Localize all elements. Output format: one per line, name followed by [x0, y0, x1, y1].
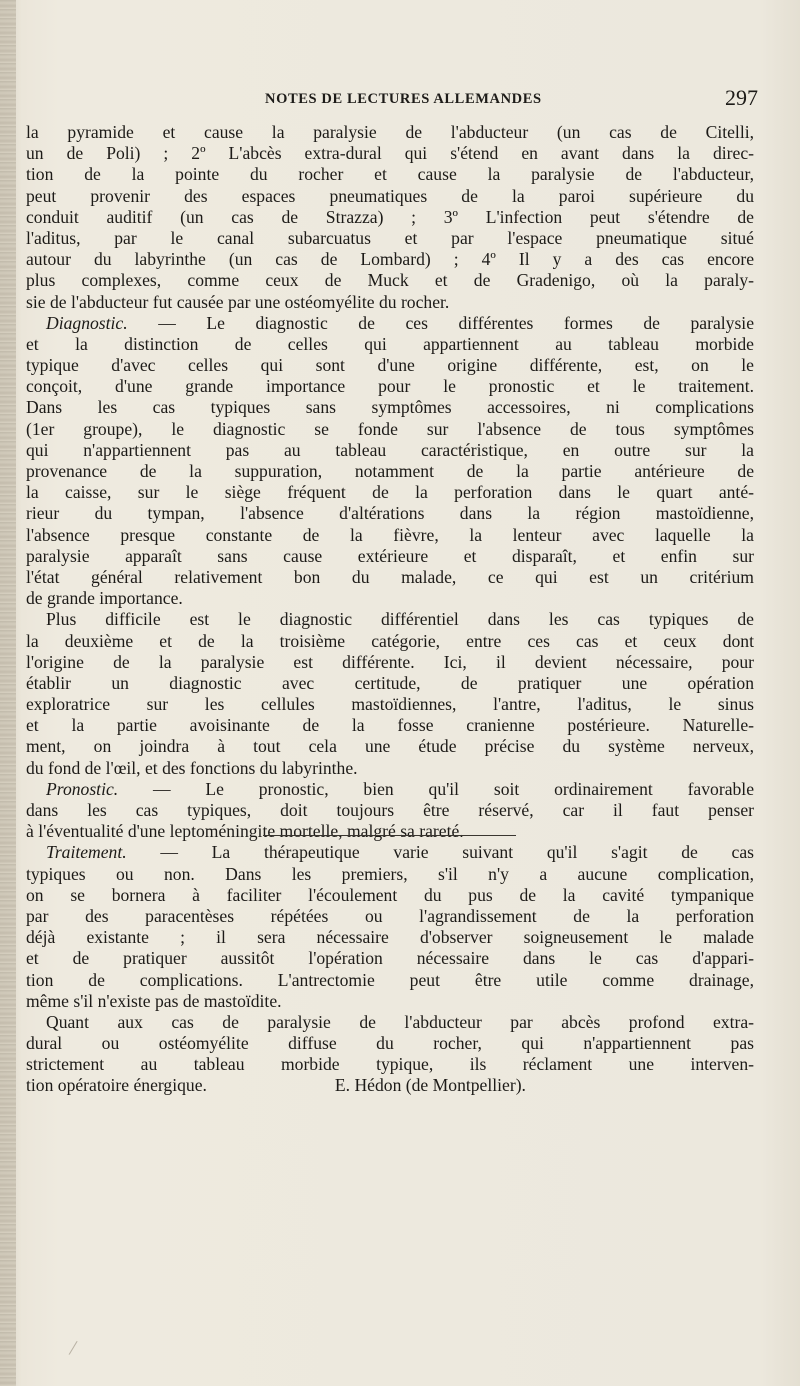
stray-pencil-mark: /: [67, 1334, 79, 1361]
text-line: (1er groupe), le diagnostic se fonde sur l'absence de tous symptômes: [26, 418, 754, 439]
text-line: tion de la pointe du rocher et cause la paralysie de l'abducteur,: [26, 164, 754, 185]
text-line: l'origine de la paralysie est différente. Ici, il devient nécessaire, pour: [26, 651, 754, 672]
section-heading-diagnostic: Diagnostic.: [46, 312, 128, 333]
text-line: Plus difficile est le diagnostic différentiel dans les cas typiques de: [46, 609, 754, 630]
text-line: même s'il n'existe pas de mastoïdite.: [26, 990, 282, 1011]
paragraph-traitement: [26, 842, 754, 1012]
text-line: et la distinction de celles qui appartiennent au tableau morbide: [26, 333, 754, 354]
text-line: par des paracentèses répétées ou l'agrandissement de la perforation: [26, 905, 754, 926]
text-line: [26, 1075, 754, 1096]
text-line: rieur du tympan, l'absence d'altérations dans la région mastoïdienne,: [26, 503, 754, 524]
text-line: et la partie avoisinante de la fosse cranienne postérieure. Naturelle-: [26, 715, 754, 736]
text-line: établir un diagnostic avec certitude, de pratiquer une opération: [26, 672, 754, 693]
text-run: — La thérapeutique varie suivant qu'il s'agit de cas: [160, 842, 754, 863]
paragraph-differential: [26, 609, 754, 779]
text-line: un de Poli) ; 2º L'abcès extra-dural qui s'étend en avant dans la direc-: [26, 143, 754, 164]
text-line: l'absence presque constante de la fièvre, la lenteur avec laquelle la: [26, 524, 754, 545]
text-line: on se bornera à faciliter l'écoulement du pus de la cavité tympanique: [26, 884, 754, 905]
text-line: [26, 779, 754, 800]
text-line: dural ou ostéomyélite diffuse du rocher, qui n'appartiennent pas: [26, 1033, 754, 1054]
text-line: et de pratiquer aussitôt l'opération nécessaire dans le cas d'appari-: [26, 948, 754, 969]
text-run: — Le diagnostic de ces différentes formes de paralysie: [158, 312, 754, 333]
article-body: [26, 122, 754, 1097]
author-signature: E. Hédon (de Montpellier).: [334, 1075, 526, 1096]
text-line: la deuxième et de la troisième catégorie, entre ces cas et ceux dont: [26, 630, 754, 651]
text-line: l'aditus, par le canal subarcuatus et par l'espace pneumatique situé: [26, 227, 754, 248]
text-line: ment, on joindra à tout cela une étude précise du système nerveux,: [26, 736, 754, 757]
text-line: plus complexes, comme ceux de Muck et de Gradenigo, où la paraly-: [26, 270, 754, 291]
text-line: typique d'avec celles qui sont d'une origine différente, est, on le: [26, 355, 754, 376]
text-line: [26, 842, 754, 863]
text-line: à l'éventualité d'une leptoméningite mortelle, malgré sa rareté.: [26, 821, 464, 842]
text-line: Quant aux cas de paralysie de l'abducteur par abcès profond extra-: [46, 1011, 754, 1032]
text-line: qui n'appartiennent pas au tableau caractéristique, en outre sur la: [26, 439, 754, 460]
paragraph-conclusion: [26, 1012, 754, 1097]
binding-edge: [0, 0, 16, 1386]
text-line: strictement au tableau morbide typique, ils réclament une interven-: [26, 1054, 754, 1075]
text-line: provenance de la suppuration, notamment de la partie antérieure de: [26, 461, 754, 481]
text-line: dans les cas typiques, doit toujours être réservé, car il faut penser: [26, 800, 754, 820]
text-line: typiques ou non. Dans les premiers, s'il n'y a aucune complication,: [26, 863, 754, 884]
text-line: exploratrice sur les cellules mastoïdiennes, l'antre, l'aditus, le sinus: [26, 694, 754, 715]
section-heading-traitement: Traitement.: [46, 842, 127, 863]
text-run: — Le pronostic, bien qu'il soit ordinairement favorable: [152, 778, 754, 799]
text-line: conçoit, d'une grande importance pour le pronostic et le traitement.: [26, 376, 754, 397]
text-line: paralysie apparaît sans cause extérieure et disparaît, et enfin sur: [26, 545, 754, 566]
section-heading-pronostic: Pronostic.: [46, 778, 119, 799]
text-line: l'état général relativement bon du malade, ce qui est un critérium: [26, 566, 754, 587]
section-divider: [263, 835, 516, 836]
page-header: [0, 85, 800, 111]
text-line: sie de l'abducteur fut causée par une ostéomyélite du rocher.: [26, 291, 450, 312]
text-line: de grande importance.: [26, 588, 183, 609]
text-run: tion opératoire énergique.: [26, 1075, 207, 1096]
text-line: la caisse, sur le siège fréquent de la perforation dans le quart anté-: [26, 482, 754, 503]
text-line: du fond de l'œil, et des fonctions du labyrinthe.: [26, 757, 358, 778]
text-line: peut provenir des espaces pneumatiques de la paroi supérieure du: [26, 185, 754, 206]
text-line: [26, 313, 754, 334]
paragraph-pronostic: [26, 779, 754, 843]
text-line: tion de complications. L'antrectomie peut être utile comme drainage,: [26, 969, 754, 990]
running-title: NOTES DE LECTURES ALLEMANDES: [265, 91, 542, 107]
text-line: autour du labyrinthe (un cas de Lombard) ; 4º Il y a des cas encore: [26, 249, 754, 270]
text-line: déjà existante ; il sera nécessaire d'observer soigneusement le malade: [26, 927, 754, 948]
page-number: 297: [725, 85, 758, 110]
text-line: conduit auditif (un cas de Strazza) ; 3º L'infection peut s'étendre de: [26, 206, 754, 227]
text-line: Dans les cas typiques sans symptômes accessoires, ni complications: [26, 397, 754, 418]
paragraph-anatomy: [26, 122, 754, 313]
text-line: la pyramide et cause la paralysie de l'abducteur (un cas de Citelli,: [26, 122, 754, 142]
paragraph-diagnostic: [26, 313, 754, 610]
